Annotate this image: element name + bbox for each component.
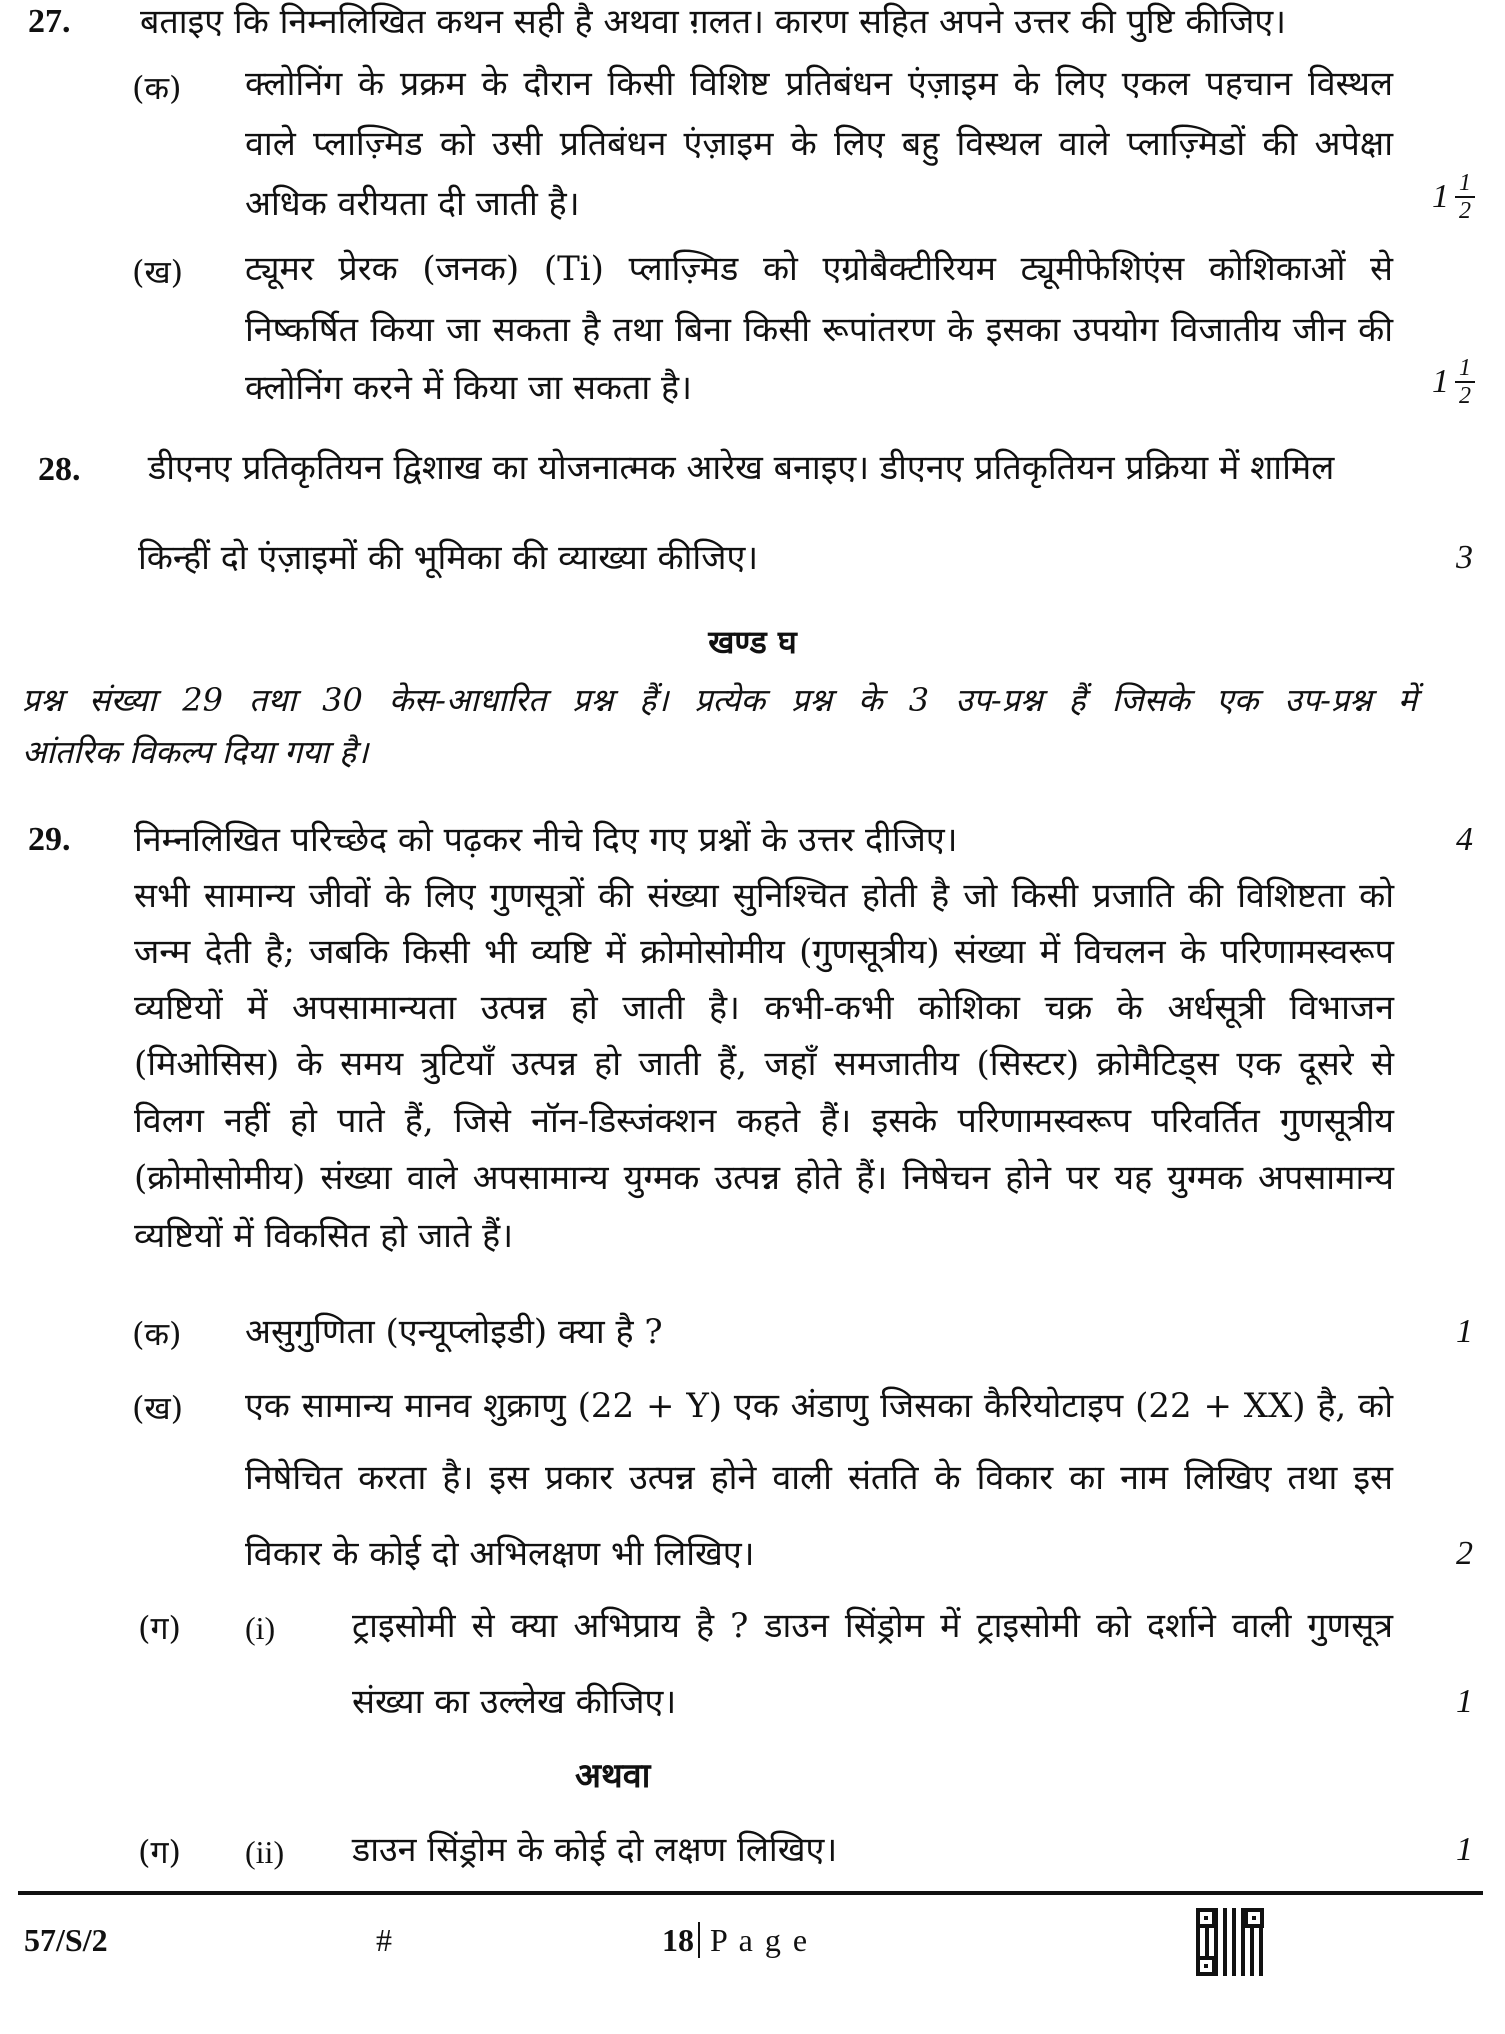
q29-passage-line-2: जन्म देती है; जबकि किसी भी व्यष्टि में क्रोमोसोमीय (गुणसूत्रीय) संख्या में विचलन के परिणामस्वरूप xyxy=(134,932,1394,972)
q28-line-2: किन्हीं दो एंज़ाइमों की भूमिका की व्याख्या कीजिए। xyxy=(138,538,759,578)
marks-denominator: 2 xyxy=(1459,198,1471,224)
q27-part-b-line-2: निष्कर्षित किया जा सकता है तथा बिना किसी रूपांतरण के इसका उपयोग विजातीय जीन की xyxy=(245,310,1393,350)
q28-marks: 3 xyxy=(1456,539,1473,576)
q29-passage-line-7: व्यष्टियों में विकसित हो जाते हैं। xyxy=(134,1216,514,1256)
q29-sub-c1-line-1: ट्राइसोमी से क्या अभिप्राय है ? डाउन सिंड्रोम में ट्राइसोमी को दर्शाने वाली गुणसूत्र xyxy=(352,1606,1393,1646)
marks-numerator: 1 xyxy=(1455,170,1475,198)
q29-sub-b-line-3: विकार के कोई दो अभिलक्षण भी लिखिए। xyxy=(245,1534,755,1574)
q27-part-a-line-3: अधिक वरीयता दी जाती है। xyxy=(245,184,580,224)
page-indicator xyxy=(662,1918,809,1962)
q27-stem: बताइए कि निम्नलिखित कथन सही है अथवा ग़लत। कारण सहित अपने उत्तर की पुष्टि कीजिए। xyxy=(140,2,1287,42)
q27-part-a-line-2: वाले प्लाज़्मिड को उसी प्रतिबंधन एंज़ाइम के लिए बहु विस्थल वाले प्लाज़्मिडों की अपेक्षा xyxy=(245,124,1393,164)
section-title: खण्ड घ xyxy=(708,623,797,661)
q28-line-1: डीएनए प्रतिकृतियन द्विशाख का योजनात्मक आरेख बनाइए। डीएनए प्रतिकृतियन प्रक्रिया में शामिल xyxy=(148,448,1335,488)
q29-passage-line-5: विलग नहीं हो पाते हैं, जिसे नॉन-डिस्जंक्शन कहते हैं। इसके परिणामस्वरूप परिवर्तित गुणसूत्रीय xyxy=(134,1101,1394,1141)
q29-stem: निम्नलिखित परिच्छेद को पढ़कर नीचे दिए गए प्रश्नों के उत्तर दीजिए। xyxy=(134,820,958,860)
q29-sub-b-label: (ख) xyxy=(132,1389,184,1427)
q29-sub-b-line-1: एक सामान्य मानव शुक्राणु (22 + Y) एक अंडाणु जिसका कैरियोटाइप (22 + XX) है, को xyxy=(245,1386,1393,1426)
q29-sub-a-marks: 1 xyxy=(1456,1313,1473,1350)
marks-whole: 1 xyxy=(1432,178,1449,215)
q29-passage-line-1: सभी सामान्य जीवों के लिए गुणसूत्रों की संख्या सुनिश्चित होती है जो किसी प्रजाति की विशिष्टता को xyxy=(134,876,1394,916)
marks-numerator: 1 xyxy=(1455,355,1475,383)
q29-sub-b-line-2: निषेचित करता है। इस प्रकार उत्पन्न होने वाली संतति के विकार का नाम लिखिए तथा इस xyxy=(245,1458,1393,1498)
q29-passage-line-4: (मिओसिस) के समय त्रुटियाँ उत्पन्न हो जाती हैं, जहाँ समजातीय (सिस्टर) क्रोमैटिड्स एक दूसरे से xyxy=(134,1044,1394,1084)
q27-part-a-marks xyxy=(1432,170,1475,224)
q29-sub-a-label: (क) xyxy=(132,1315,182,1353)
question-number-28: 28. xyxy=(38,451,81,488)
paper-code: 57/S/2 xyxy=(24,1922,108,1958)
marks-whole: 1 xyxy=(1432,363,1449,400)
q29-sub-c2-marks: 1 xyxy=(1456,1831,1473,1868)
page-number: 18 xyxy=(662,1922,694,1958)
q27-part-a-label: (क) xyxy=(132,69,182,107)
q29-sub-c1-line-2: संख्या का उल्लेख कीजिए। xyxy=(352,1682,677,1722)
section-instruction-line-2: आंतरिक विकल्प दिया गया है। xyxy=(22,733,369,771)
hash-mark: # xyxy=(376,1922,392,1958)
q29-sub-a-line-1: असुगुणिता (एन्यूप्लोइडी) क्या है ? xyxy=(245,1312,663,1352)
q29-sub-c1-marks: 1 xyxy=(1456,1683,1473,1720)
q27-part-b-line-1: ट्यूमर प्रेरक (जनक) (Ti) प्लाज़्मिड को एग्रोबैक्टीरियम ट्यूमीफेशिएंस कोशिकाओं से xyxy=(245,249,1393,289)
q27-part-b-marks xyxy=(1432,355,1475,409)
q29-sub-c1-label: (ग) xyxy=(138,1609,181,1647)
q29-marks: 4 xyxy=(1456,821,1473,858)
marks-denominator: 2 xyxy=(1459,383,1471,409)
q27-part-b-line-3: क्लोनिंग करने में किया जा सकता है। xyxy=(245,368,692,408)
q29-sub-c1-roman: (i) xyxy=(245,1610,276,1646)
qr-code-icon xyxy=(1196,1908,1264,1976)
q29-sub-c2-line-1: डाउन सिंड्रोम के कोई दो लक्षण लिखिए। xyxy=(352,1830,838,1870)
footer-divider xyxy=(18,1891,1483,1895)
q29-passage-line-3: व्यष्टियों में अपसामान्यता उत्पन्न हो जाती है। कभी-कभी कोशिका चक्र के अर्धसूत्री विभाजन xyxy=(134,988,1394,1028)
q29-sub-c2-roman: (ii) xyxy=(245,1834,285,1870)
q27-part-b-label: (ख) xyxy=(132,253,184,291)
q27-part-a-line-1: क्लोनिंग के प्रक्रम के दौरान किसी विशिष्ट प्रतिबंधन एंज़ाइम के लिए एकल पहचान विस्थल xyxy=(245,64,1393,104)
q29-sub-c2-label: (ग) xyxy=(138,1833,181,1871)
question-number-27: 27. xyxy=(28,3,71,40)
page-label: P a g e xyxy=(698,1922,809,1958)
q29-passage-line-6: (क्रोमोसोमीय) संख्या वाले अपसामान्य युग्मक उत्पन्न होते हैं। निषेचन होने पर यह युग्मक अपसामान्य xyxy=(134,1158,1394,1198)
q29-sub-b-marks: 2 xyxy=(1456,1535,1473,1572)
or-label: अथवा xyxy=(575,1756,651,1796)
question-number-29: 29. xyxy=(28,821,71,858)
section-instruction-line-1: प्रश्न संख्या 29 तथा 30 केस-आधारित प्रश्न हैं। प्रत्येक प्रश्न के 3 उप-प्रश्न हैं जिसके एक उप-प्रश्न में xyxy=(22,681,1417,719)
